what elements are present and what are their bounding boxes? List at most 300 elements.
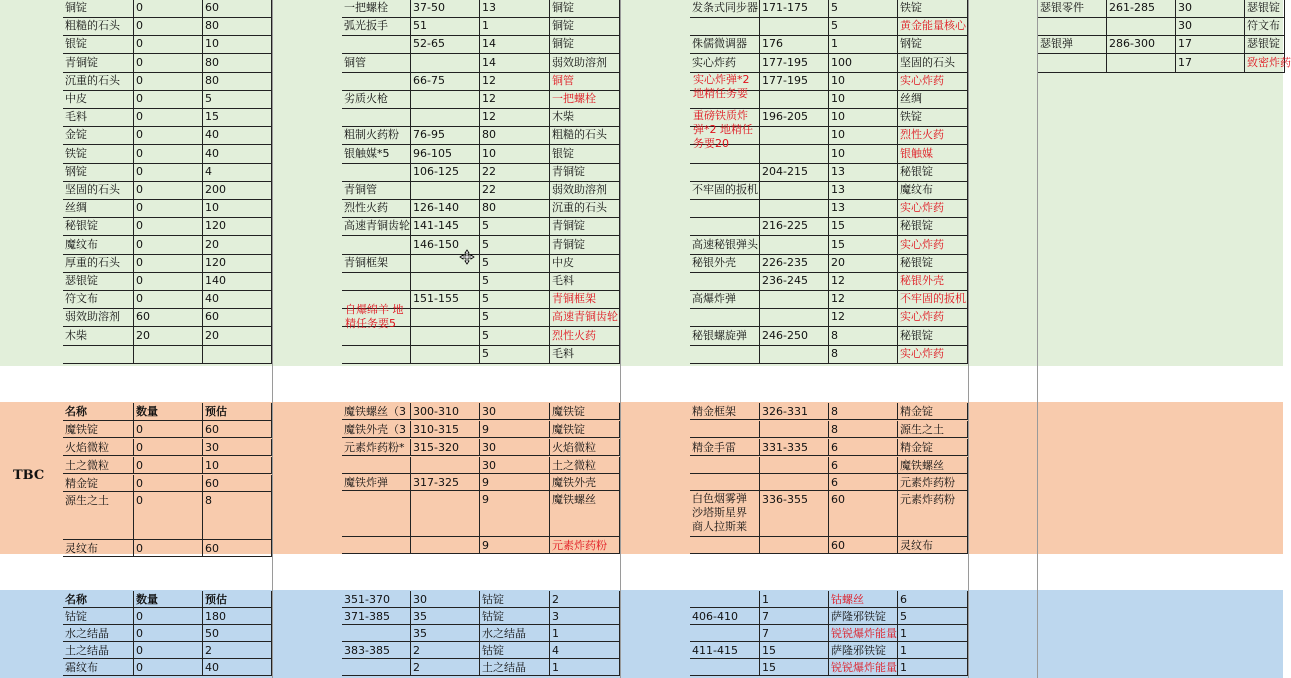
material-qty[interactable]: 0	[134, 457, 203, 474]
recipe-qty[interactable]: 6	[829, 457, 898, 474]
material-estimate[interactable]: 40	[203, 659, 272, 676]
recipe-qty[interactable]: 12	[829, 308, 898, 327]
recipe-material[interactable]: 瑟银锭	[1245, 0, 1285, 18]
recipe-name[interactable]: 元素炸药粉*	[342, 439, 411, 456]
recipe-material[interactable]: 水之结晶	[480, 625, 550, 642]
skill-range[interactable]	[760, 421, 829, 438]
skill-range[interactable]	[1107, 54, 1176, 73]
material-qty[interactable]: 0	[134, 421, 203, 438]
skill-range[interactable]: 331-335	[760, 439, 829, 456]
recipe-name[interactable]: 高速青铜齿轮	[342, 217, 411, 236]
recipe-material[interactable]: 沉重的石头	[550, 199, 620, 218]
recipe-material[interactable]: 青铜框架	[550, 290, 620, 309]
recipe-material[interactable]: 毛料	[550, 345, 620, 364]
material-name[interactable]: 钴锭	[63, 608, 134, 625]
skill-range[interactable]	[411, 54, 480, 73]
recipe-qty[interactable]: 60	[829, 491, 898, 537]
recipe-qty[interactable]: 9	[480, 537, 550, 554]
recipe-name[interactable]: 发条式同步器	[690, 0, 760, 18]
recipe-material[interactable]: 实心炸药	[898, 345, 968, 364]
material-estimate[interactable]: 40	[203, 126, 272, 145]
recipe-name[interactable]	[1038, 17, 1107, 36]
skill-range[interactable]	[690, 591, 760, 608]
recipe-material[interactable]: 灵纹布	[898, 537, 968, 554]
material-qty[interactable]: 20	[134, 327, 203, 346]
material-name[interactable]: 坚固的石头	[63, 181, 134, 200]
recipe-material[interactable]: 银触媒	[898, 145, 968, 164]
recipe-material[interactable]: 实心炸药	[898, 72, 968, 91]
skill-range[interactable]: 317-325	[411, 474, 480, 491]
recipe-name[interactable]	[690, 272, 760, 291]
material-estimate[interactable]: 8	[203, 492, 272, 540]
recipe-material[interactable]: 元素炸药粉	[550, 537, 620, 554]
recipe-qty[interactable]: 12	[480, 72, 550, 91]
recipe-material[interactable]: 不牢固的扳机	[898, 290, 968, 309]
column-header[interactable]: 预估	[203, 591, 272, 608]
skill-range[interactable]: 236-245	[760, 272, 829, 291]
recipe-material[interactable]: 铁锭	[898, 108, 968, 127]
recipe-material[interactable]: 坚固的石头	[898, 54, 968, 73]
recipe-qty[interactable]: 14	[480, 54, 550, 73]
material-name[interactable]: 厚重的石头	[63, 254, 134, 273]
recipe-qty[interactable]: 6	[829, 474, 898, 491]
skill-range[interactable]: 315-320	[411, 439, 480, 456]
recipe-material[interactable]: 烈性火药	[550, 327, 620, 346]
recipe-qty[interactable]: 1	[760, 591, 829, 608]
skill-range[interactable]	[760, 308, 829, 327]
recipe-material[interactable]: 钴锭	[480, 608, 550, 625]
material-name[interactable]: 金锭	[63, 126, 134, 145]
material-estimate[interactable]: 50	[203, 625, 272, 642]
recipe-material[interactable]: 魔铁锭	[550, 421, 620, 438]
recipe-qty[interactable]: 17	[1176, 54, 1245, 73]
recipe-name[interactable]: 青铜管	[342, 181, 411, 200]
material-name[interactable]: 中皮	[63, 90, 134, 109]
material-qty[interactable]: 0	[134, 90, 203, 109]
skill-range[interactable]: 151-155	[411, 290, 480, 309]
material-qty[interactable]: 60	[134, 308, 203, 327]
recipe-qty[interactable]: 8	[829, 327, 898, 346]
skill-range[interactable]	[342, 659, 411, 676]
recipe-name[interactable]	[690, 17, 760, 36]
recipe-name[interactable]: 劣质火枪	[342, 90, 411, 109]
recipe-qty[interactable]: 8	[829, 421, 898, 438]
material-name[interactable]: 铁锭	[63, 145, 134, 164]
material-name[interactable]: 木柴	[63, 327, 134, 346]
recipe-name[interactable]	[690, 457, 760, 474]
skill-range[interactable]: 326-331	[760, 403, 829, 420]
skill-range[interactable]: 351-370	[342, 591, 411, 608]
recipe-qty[interactable]: 10	[829, 72, 898, 91]
skill-range[interactable]: 76-95	[411, 126, 480, 145]
recipe-name[interactable]	[342, 108, 411, 127]
material-name[interactable]: 银锭	[63, 35, 134, 54]
recipe-material[interactable]: 源生之土	[898, 421, 968, 438]
recipe-count[interactable]: 2	[550, 591, 620, 608]
material-estimate[interactable]	[203, 345, 272, 364]
material-qty[interactable]: 0	[134, 608, 203, 625]
recipe-count[interactable]: 1	[898, 642, 968, 659]
recipe-material[interactable]: 铁锭	[898, 0, 968, 18]
recipe-name[interactable]	[690, 421, 760, 438]
skill-range[interactable]: 383-385	[342, 642, 411, 659]
skill-range[interactable]	[411, 90, 480, 109]
material-estimate[interactable]: 80	[203, 17, 272, 36]
recipe-qty[interactable]: 22	[480, 163, 550, 182]
recipe-qty[interactable]: 12	[480, 108, 550, 127]
skill-range[interactable]	[411, 491, 480, 537]
skill-range[interactable]: 226-235	[760, 254, 829, 273]
recipe-name[interactable]: 不牢固的扳机	[690, 181, 760, 200]
recipe-qty[interactable]: 5	[829, 17, 898, 36]
material-estimate[interactable]: 60	[203, 421, 272, 438]
recipe-name[interactable]	[690, 163, 760, 182]
material-name[interactable]: 魔纹布	[63, 236, 134, 255]
skill-range[interactable]: 196-205	[760, 108, 829, 127]
skill-range[interactable]	[760, 457, 829, 474]
skill-range[interactable]	[760, 126, 829, 145]
skill-range[interactable]: 406-410	[690, 608, 760, 625]
recipe-material[interactable]: 钴锭	[480, 642, 550, 659]
recipe-material[interactable]: 钴锭	[480, 591, 550, 608]
recipe-qty[interactable]: 13	[829, 163, 898, 182]
material-qty[interactable]	[134, 345, 203, 364]
skill-range[interactable]: 310-315	[411, 421, 480, 438]
recipe-name[interactable]: 精金手雷	[690, 439, 760, 456]
material-estimate[interactable]: 20	[203, 236, 272, 255]
recipe-material[interactable]: 银锭	[550, 145, 620, 164]
material-qty[interactable]: 0	[134, 475, 203, 492]
recipe-qty[interactable]: 1	[480, 17, 550, 36]
recipe-qty[interactable]: 10	[829, 108, 898, 127]
skill-range[interactable]: 51	[411, 17, 480, 36]
recipe-material[interactable]: 铜管	[550, 72, 620, 91]
recipe-name[interactable]	[1038, 54, 1107, 73]
material-name[interactable]: 钢锭	[63, 163, 134, 182]
material-estimate[interactable]: 80	[203, 72, 272, 91]
material-qty[interactable]: 0	[134, 17, 203, 36]
material-estimate[interactable]: 60	[203, 0, 272, 18]
material-qty[interactable]: 0	[134, 439, 203, 456]
skill-range[interactable]: 411-415	[690, 642, 760, 659]
recipe-qty[interactable]: 13	[829, 199, 898, 218]
recipe-name[interactable]	[690, 345, 760, 364]
recipe-material[interactable]: 铜锭	[550, 17, 620, 36]
recipe-material[interactable]: 秘银锭	[898, 254, 968, 273]
material-estimate[interactable]: 60	[203, 475, 272, 492]
recipe-material[interactable]: 魔铁螺丝	[550, 491, 620, 537]
skill-range[interactable]	[411, 327, 480, 346]
skill-range[interactable]: 141-145	[411, 217, 480, 236]
recipe-name[interactable]: 魔铁外壳（3	[342, 421, 411, 438]
recipe-qty[interactable]: 9	[480, 421, 550, 438]
recipe-count[interactable]: 6	[898, 591, 968, 608]
material-name[interactable]: 魔铁锭	[63, 421, 134, 438]
material-estimate[interactable]: 30	[203, 439, 272, 456]
material-name[interactable]: 火焰微粒	[63, 439, 134, 456]
recipe-name[interactable]	[342, 537, 411, 554]
recipe-qty[interactable]: 80	[480, 126, 550, 145]
material-estimate[interactable]: 180	[203, 608, 272, 625]
material-qty[interactable]: 0	[134, 236, 203, 255]
recipe-material[interactable]: 弱效助溶剂	[550, 54, 620, 73]
skill-range[interactable]: 216-225	[760, 217, 829, 236]
recipe-qty[interactable]: 13	[829, 181, 898, 200]
recipe-material[interactable]: 锐锐爆炸能量	[831, 627, 897, 640]
skill-range[interactable]	[1107, 17, 1176, 36]
recipe-qty[interactable]: 9	[480, 491, 550, 537]
material-name[interactable]: 土之微粒	[63, 457, 134, 474]
material-estimate[interactable]: 40	[203, 290, 272, 309]
material-estimate[interactable]: 200	[203, 181, 272, 200]
material-name[interactable]: 粗糙的石头	[63, 17, 134, 36]
recipe-qty[interactable]: 15	[760, 642, 829, 659]
material-qty[interactable]: 0	[134, 0, 203, 18]
recipe-qty[interactable]: 7	[760, 608, 829, 625]
material-name[interactable]: 水之结晶	[63, 625, 134, 642]
material-estimate[interactable]: 120	[203, 217, 272, 236]
material-name[interactable]: 源生之土	[63, 492, 134, 540]
material-estimate[interactable]: 20	[203, 327, 272, 346]
recipe-qty[interactable]: 15	[829, 236, 898, 255]
material-estimate[interactable]: 10	[203, 35, 272, 54]
skill-range[interactable]	[760, 537, 829, 554]
recipe-qty[interactable]: 5	[480, 254, 550, 273]
material-qty[interactable]: 0	[134, 181, 203, 200]
recipe-qty[interactable]: 30	[480, 457, 550, 474]
material-estimate[interactable]: 5	[203, 90, 272, 109]
recipe-qty[interactable]: 30	[1176, 0, 1245, 18]
skill-range[interactable]	[760, 474, 829, 491]
recipe-material[interactable]: 一把螺栓	[550, 90, 620, 109]
recipe-material[interactable]: 钴螺丝	[829, 591, 898, 608]
recipe-qty[interactable]: 14	[480, 35, 550, 54]
recipe-count[interactable]: 1	[898, 659, 968, 676]
skill-range[interactable]	[760, 345, 829, 364]
recipe-name[interactable]: 高速秘银弹头	[690, 236, 760, 255]
recipe-count[interactable]: 4	[550, 642, 620, 659]
skill-range[interactable]: 300-310	[411, 403, 480, 420]
recipe-note[interactable]: 重磅铁质炸弹*2 地精任务要20	[693, 109, 753, 150]
recipe-name[interactable]: 白色烟雾弹 沙塔斯星界商人拉斯莱	[690, 491, 760, 537]
material-estimate[interactable]: 10	[203, 457, 272, 474]
recipe-material[interactable]: 魔铁外壳	[550, 474, 620, 491]
recipe-material[interactable]: 中皮	[550, 254, 620, 273]
recipe-material[interactable]: 致密炸药	[1245, 54, 1285, 73]
recipe-material[interactable]: 铜锭	[550, 35, 620, 54]
recipe-qty[interactable]: 15	[760, 659, 829, 676]
recipe-material[interactable]: 铜锭	[550, 0, 620, 18]
recipe-name[interactable]	[342, 491, 411, 537]
recipe-material[interactable]: 瑟银锭	[1245, 35, 1285, 54]
recipe-material[interactable]: 青铜锭	[550, 236, 620, 255]
recipe-qty[interactable]: 10	[829, 145, 898, 164]
skill-range[interactable]	[690, 659, 760, 676]
skill-range[interactable]	[411, 308, 480, 327]
recipe-qty[interactable]: 35	[411, 608, 480, 625]
recipe-material[interactable]: 弱效助溶剂	[550, 181, 620, 200]
recipe-material[interactable]: 实心炸药	[898, 236, 968, 255]
material-qty[interactable]: 0	[134, 290, 203, 309]
material-qty[interactable]: 0	[134, 145, 203, 164]
recipe-material[interactable]: 土之微粒	[550, 457, 620, 474]
recipe-material[interactable]: 木柴	[550, 108, 620, 127]
recipe-name[interactable]	[342, 236, 411, 255]
recipe-material[interactable]: 精金锭	[898, 439, 968, 456]
skill-range[interactable]	[411, 537, 480, 554]
recipe-name[interactable]: 秘银螺旋弹	[690, 327, 760, 346]
recipe-name[interactable]: 粗制火药粉	[342, 126, 411, 145]
material-name[interactable]	[63, 345, 134, 364]
skill-range[interactable]: 246-250	[760, 327, 829, 346]
material-name[interactable]: 精金锭	[63, 475, 134, 492]
recipe-name[interactable]: 秘银外壳	[690, 254, 760, 273]
recipe-qty[interactable]: 22	[480, 181, 550, 200]
recipe-qty[interactable]: 8	[829, 345, 898, 364]
material-estimate[interactable]: 80	[203, 54, 272, 73]
recipe-qty[interactable]: 2	[411, 659, 480, 676]
column-header[interactable]: 名称	[63, 591, 134, 608]
recipe-qty[interactable]: 6	[829, 439, 898, 456]
recipe-qty[interactable]: 9	[480, 474, 550, 491]
skill-range[interactable]	[411, 272, 480, 291]
recipe-name[interactable]: 瑟银弹	[1038, 35, 1107, 54]
recipe-qty[interactable]: 8	[829, 403, 898, 420]
recipe-name[interactable]	[342, 35, 411, 54]
skill-range[interactable]: 66-75	[411, 72, 480, 91]
recipe-qty[interactable]: 30	[480, 439, 550, 456]
recipe-qty[interactable]: 10	[480, 145, 550, 164]
recipe-name[interactable]: 青铜框架	[342, 254, 411, 273]
skill-range[interactable]: 177-195	[760, 54, 829, 73]
material-estimate[interactable]: 40	[203, 145, 272, 164]
recipe-material[interactable]: 符文布	[1245, 17, 1285, 36]
column-header[interactable]: 预估	[203, 403, 272, 421]
recipe-name[interactable]: 一把螺栓	[342, 0, 411, 18]
recipe-material[interactable]: 青铜锭	[550, 217, 620, 236]
recipe-qty[interactable]: 7	[760, 625, 829, 642]
recipe-qty[interactable]: 20	[829, 254, 898, 273]
material-qty[interactable]: 0	[134, 35, 203, 54]
recipe-material[interactable]: 魔铁锭	[550, 403, 620, 420]
material-qty[interactable]: 0	[134, 492, 203, 540]
recipe-material[interactable]: 土之结晶	[480, 659, 550, 676]
material-qty[interactable]: 0	[134, 625, 203, 642]
recipe-name[interactable]: 弧光扳手	[342, 17, 411, 36]
material-qty[interactable]: 0	[134, 659, 203, 676]
recipe-name[interactable]	[690, 474, 760, 491]
skill-range[interactable]: 204-215	[760, 163, 829, 182]
skill-range[interactable]: 371-385	[342, 608, 411, 625]
material-estimate[interactable]: 10	[203, 199, 272, 218]
recipe-name[interactable]	[690, 308, 760, 327]
recipe-material[interactable]: 秘银外壳	[898, 272, 968, 291]
recipe-qty[interactable]: 17	[1176, 35, 1245, 54]
material-estimate[interactable]: 140	[203, 272, 272, 291]
material-name[interactable]: 瑟银锭	[63, 272, 134, 291]
material-name[interactable]: 沉重的石头	[63, 72, 134, 91]
recipe-material[interactable]: 魔纹布	[898, 181, 968, 200]
skill-range[interactable]: 171-175	[760, 0, 829, 18]
material-name[interactable]: 灵纹布	[63, 540, 134, 557]
recipe-qty[interactable]: 5	[480, 236, 550, 255]
skill-range[interactable]: 261-285	[1107, 0, 1176, 18]
recipe-name[interactable]: 实心炸药	[690, 54, 760, 73]
skill-range[interactable]	[760, 236, 829, 255]
recipe-material[interactable]: 实心炸药	[898, 308, 968, 327]
recipe-material[interactable]: 丝绸	[898, 90, 968, 109]
recipe-material[interactable]: 精金锭	[898, 403, 968, 420]
recipe-qty[interactable]: 12	[829, 290, 898, 309]
recipe-qty[interactable]: 5	[480, 345, 550, 364]
recipe-qty[interactable]: 5	[829, 0, 898, 18]
material-name[interactable]: 弱效助溶剂	[63, 308, 134, 327]
material-qty[interactable]: 0	[134, 199, 203, 218]
recipe-qty[interactable]: 30	[1176, 17, 1245, 36]
skill-range[interactable]	[760, 181, 829, 200]
recipe-material[interactable]: 实心炸药	[898, 199, 968, 218]
skill-range[interactable]	[760, 90, 829, 109]
material-name[interactable]: 符文布	[63, 290, 134, 309]
recipe-name[interactable]: 烈性火药	[342, 199, 411, 218]
material-qty[interactable]: 0	[134, 642, 203, 659]
skill-range[interactable]	[411, 457, 480, 474]
material-qty[interactable]: 0	[134, 254, 203, 273]
recipe-qty[interactable]: 60	[829, 537, 898, 554]
column-header[interactable]: 数量	[134, 403, 203, 421]
recipe-name[interactable]	[342, 72, 411, 91]
recipe-qty[interactable]: 100	[829, 54, 898, 73]
recipe-name[interactable]	[690, 537, 760, 554]
skill-range[interactable]: 126-140	[411, 199, 480, 218]
recipe-material[interactable]: 青铜锭	[550, 163, 620, 182]
recipe-name[interactable]: 魔铁炸弹	[342, 474, 411, 491]
material-qty[interactable]: 0	[134, 272, 203, 291]
recipe-qty[interactable]: 5	[480, 290, 550, 309]
recipe-material[interactable]: 粗糙的石头	[550, 126, 620, 145]
recipe-material[interactable]: 元素炸药粉	[898, 474, 968, 491]
skill-range[interactable]	[342, 625, 411, 642]
skill-range[interactable]	[760, 290, 829, 309]
recipe-qty[interactable]: 5	[480, 272, 550, 291]
recipe-name[interactable]	[342, 457, 411, 474]
material-estimate[interactable]: 60	[203, 540, 272, 557]
recipe-qty[interactable]: 5	[480, 327, 550, 346]
material-name[interactable]: 秘银锭	[63, 217, 134, 236]
recipe-count[interactable]: 1	[550, 625, 620, 642]
skill-range[interactable]	[411, 345, 480, 364]
skill-range[interactable]: 37-50	[411, 0, 480, 18]
recipe-count[interactable]: 3	[550, 608, 620, 625]
skill-range[interactable]: 336-355	[760, 491, 829, 537]
material-name[interactable]: 土之结晶	[63, 642, 134, 659]
material-estimate[interactable]: 4	[203, 163, 272, 182]
recipe-material[interactable]: 秘银锭	[898, 327, 968, 346]
recipe-qty[interactable]: 1	[829, 35, 898, 54]
recipe-qty[interactable]: 80	[480, 199, 550, 218]
recipe-qty[interactable]: 2	[411, 642, 480, 659]
material-name[interactable]: 毛料	[63, 108, 134, 127]
skill-range[interactable]: 176	[760, 35, 829, 54]
recipe-material[interactable]: 黄金能量核心	[898, 17, 968, 36]
recipe-material[interactable]: 钢锭	[898, 35, 968, 54]
recipe-name[interactable]	[690, 199, 760, 218]
recipe-name[interactable]: 瑟银零件	[1038, 0, 1107, 18]
recipe-name[interactable]	[342, 163, 411, 182]
skill-range[interactable]	[760, 17, 829, 36]
skill-range[interactable]	[690, 625, 760, 642]
recipe-qty[interactable]: 5	[480, 308, 550, 327]
